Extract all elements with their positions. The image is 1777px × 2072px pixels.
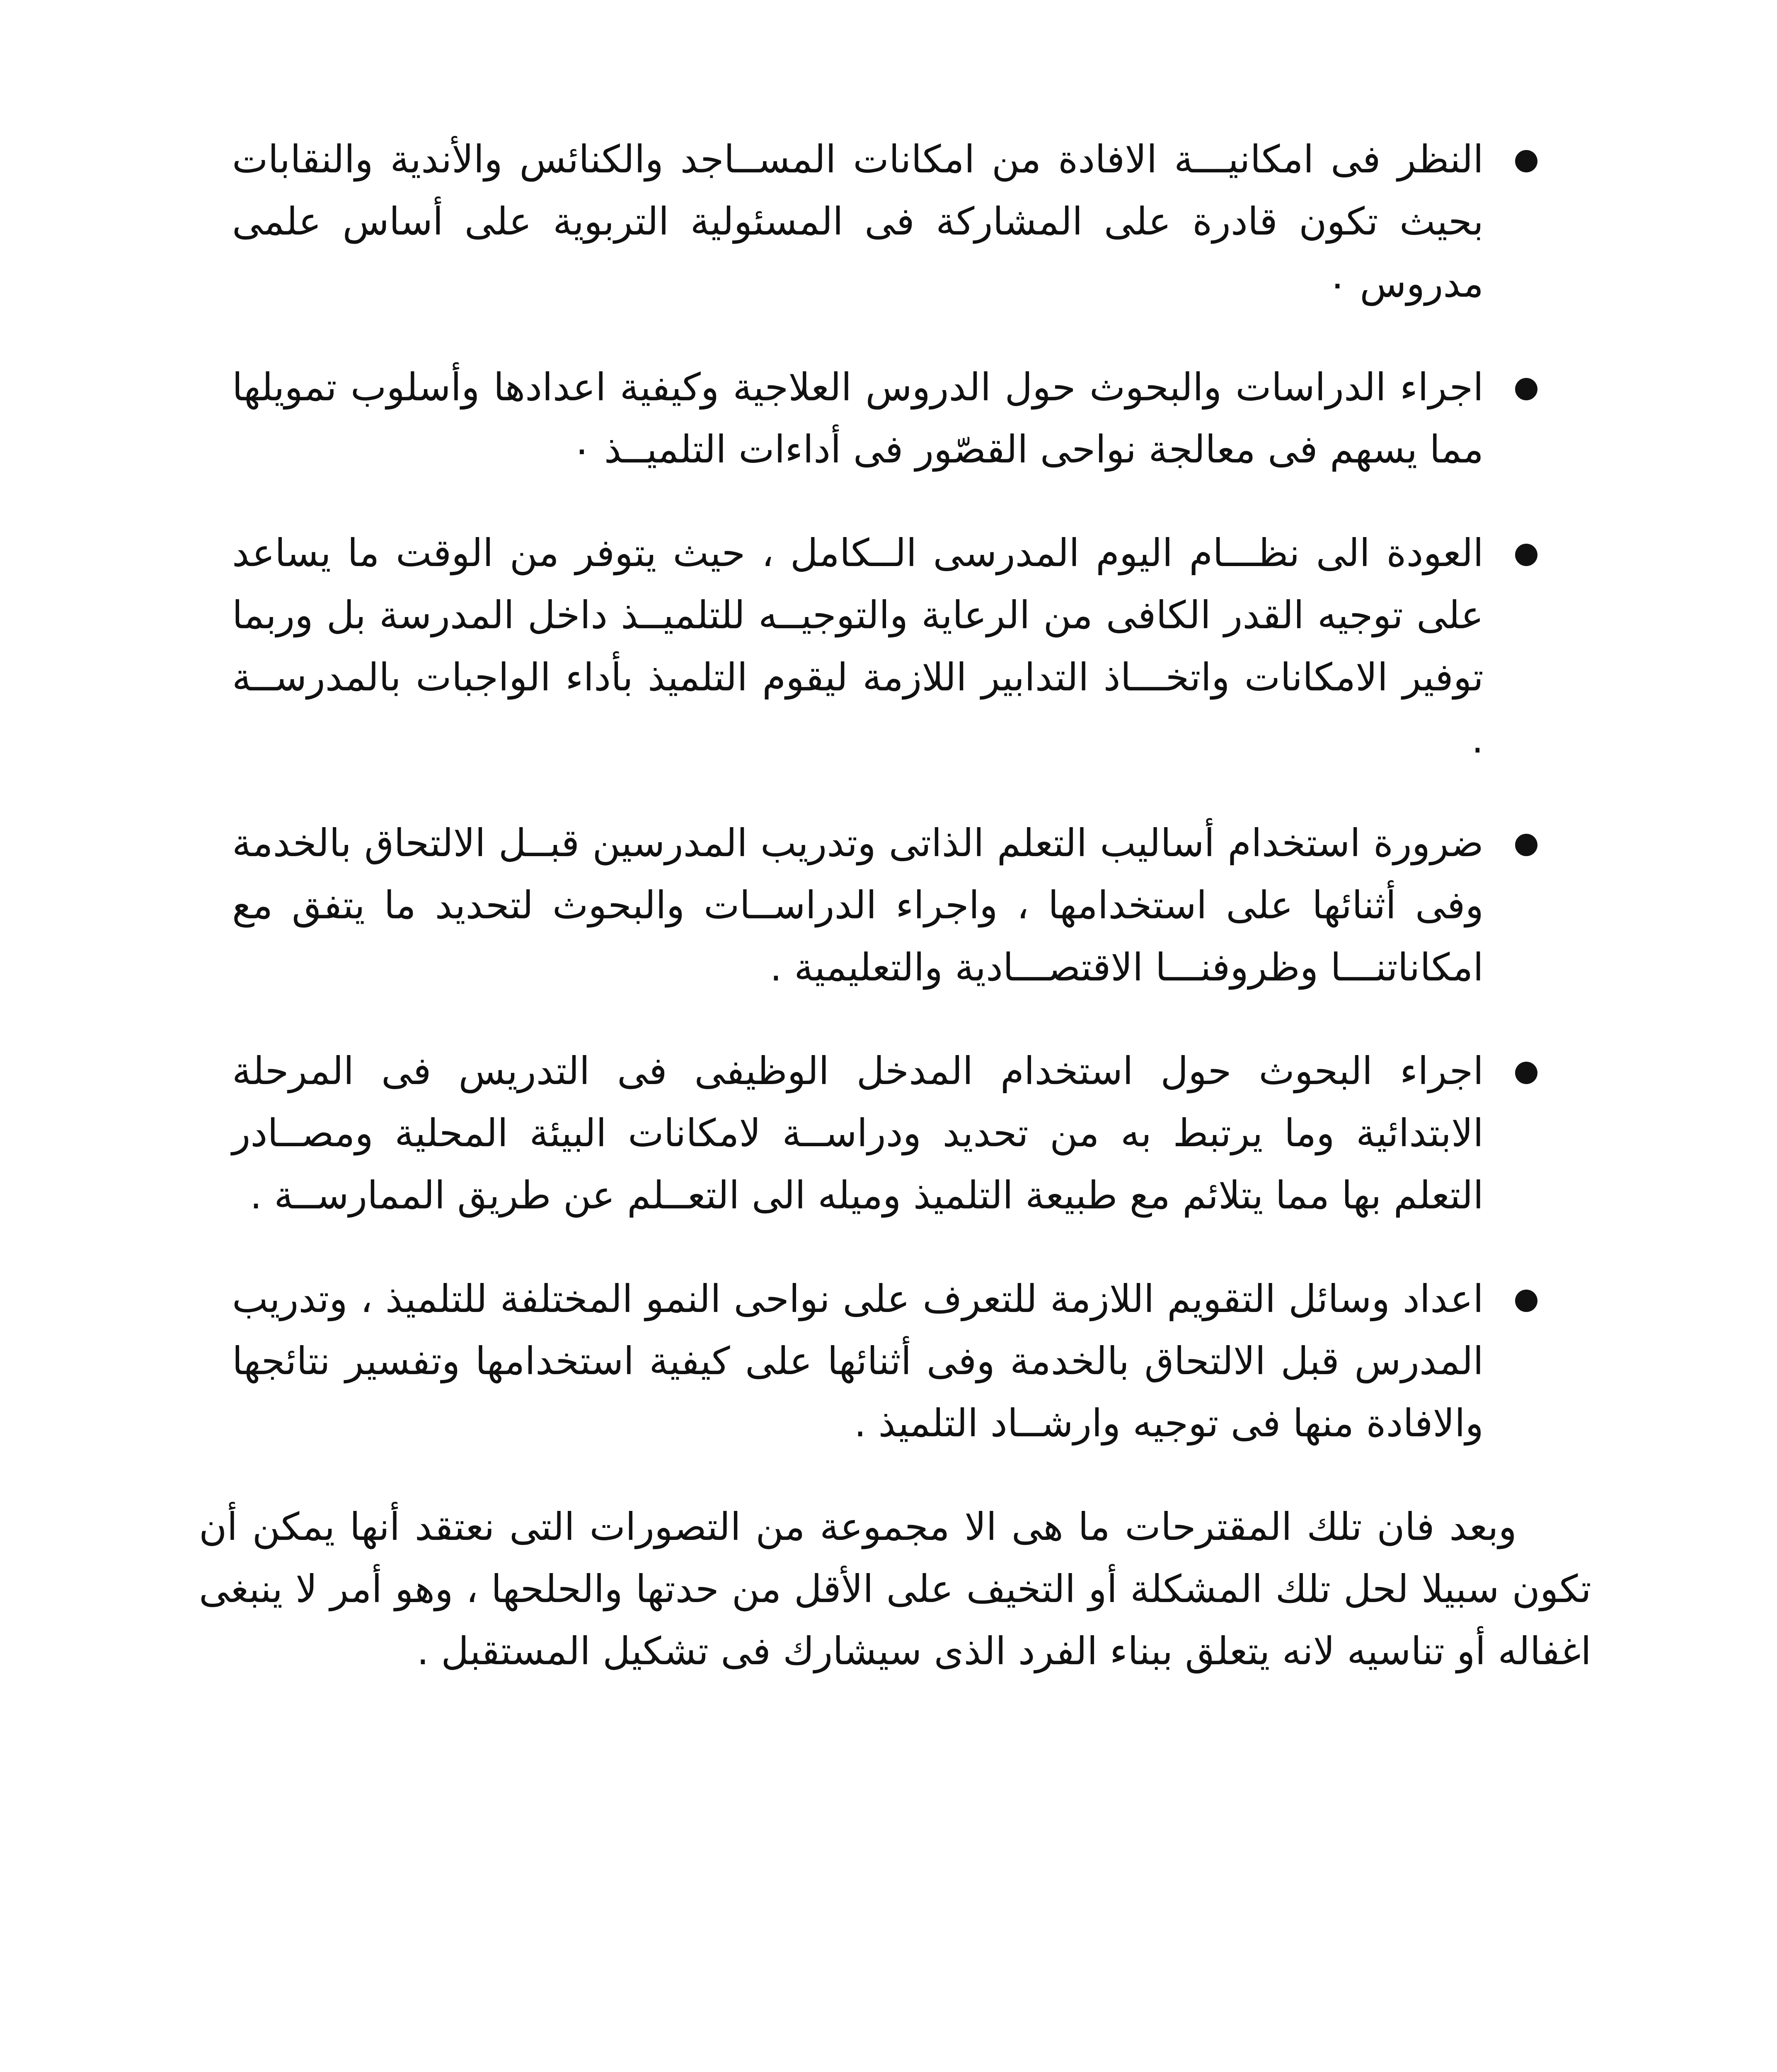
list-item-text: اعداد وسائل التقويم اللازمة للتعرف على نواحى النمو المختلفة للتلميذ ، وتدريب المدرس قبل الالتحاق بالخدمة وفى أثنائها على كيفية استخدامها وتفسير نتائجها والافادة منها فى توجيه وارشــاد التلميذ . [232, 1277, 1484, 1445]
recommendation-list [232, 128, 1542, 1455]
list-item-text: اجراء البحوث حول استخدام المدخل الوظيفى فى التدريس فى المرحلة الابتدائية وما يرتبط به من تحديد ودراســة لامكانات البيئة المحلية ومصــادر التعلم بها مما يتلائم مع طبيعة التلميذ وميله الى التعــلم عن طريق الممارســة . [232, 1049, 1484, 1218]
bullet-icon [1515, 1290, 1537, 1312]
list-item-text: ضرورة استخدام أساليب التعلم الذاتى وتدريب المدرسين قبــل الالتحاق بالخدمة وفى أثنائها على استخدامها ، واجراء الدراســات والبحوث لتحديد ما يتفق مع امكاناتنـــا وظروفنـــا الاقتصـــادية والتعليمية . [232, 821, 1484, 990]
closing-paragraph: وبعد فان تلك المقترحات ما هى الا مجموعة من التصورات التى نعتقد أنها يمكن أن تكون سبيلا لحل تلك المشكلة أو التخيف على الأقل من حدتها والحلحها ، وهو أمر لا ينبغى اغفاله أو تناسيه لانه يتعلق ببناء الفرد الذى سيشارك فى تشكيل المستقبل . [199, 1505, 1591, 1673]
list-item [232, 1040, 1542, 1227]
bullet-icon [1515, 834, 1537, 856]
bullet-icon [1515, 544, 1537, 566]
list-item [232, 1268, 1542, 1455]
page-content [199, 128, 1591, 1682]
list-item [232, 128, 1542, 315]
list-item [232, 812, 1542, 999]
list-item [232, 522, 1542, 771]
list-item-text: اجراء الدراسات والبحوث حول الدروس العلاجية وكيفية اعدادها وأسلوب تمويلها مما يسهم فى معالجة نواحى القصّور فى أداءات التلميــذ ٠ [232, 365, 1484, 472]
bullet-icon [1515, 150, 1537, 172]
list-item-text: النظر فى امكانيـــة الافادة من امكانات المســاجد والكنائس والأندية والنقابات بحيث تكون قادرة على المشاركة فى المسئولية التربوية على أساس علمى مدروس ٠ [232, 137, 1484, 306]
bullet-icon [1515, 378, 1537, 400]
list-item-text: العودة الى نظـــام اليوم المدرسى الــكامل ، حيث يتوفر من الوقت ما يساعد على توجيه القدر الكافى من الرعاية والتوجيــه للتلميــذ داخل المدرسة بل وربما توفير الامكانات واتخـــاذ التدابير اللازمة ليقوم التلميذ بأداء الواجبات بالمدرســة . [232, 531, 1484, 762]
bullet-icon [1515, 1062, 1537, 1084]
list-item [232, 356, 1542, 481]
